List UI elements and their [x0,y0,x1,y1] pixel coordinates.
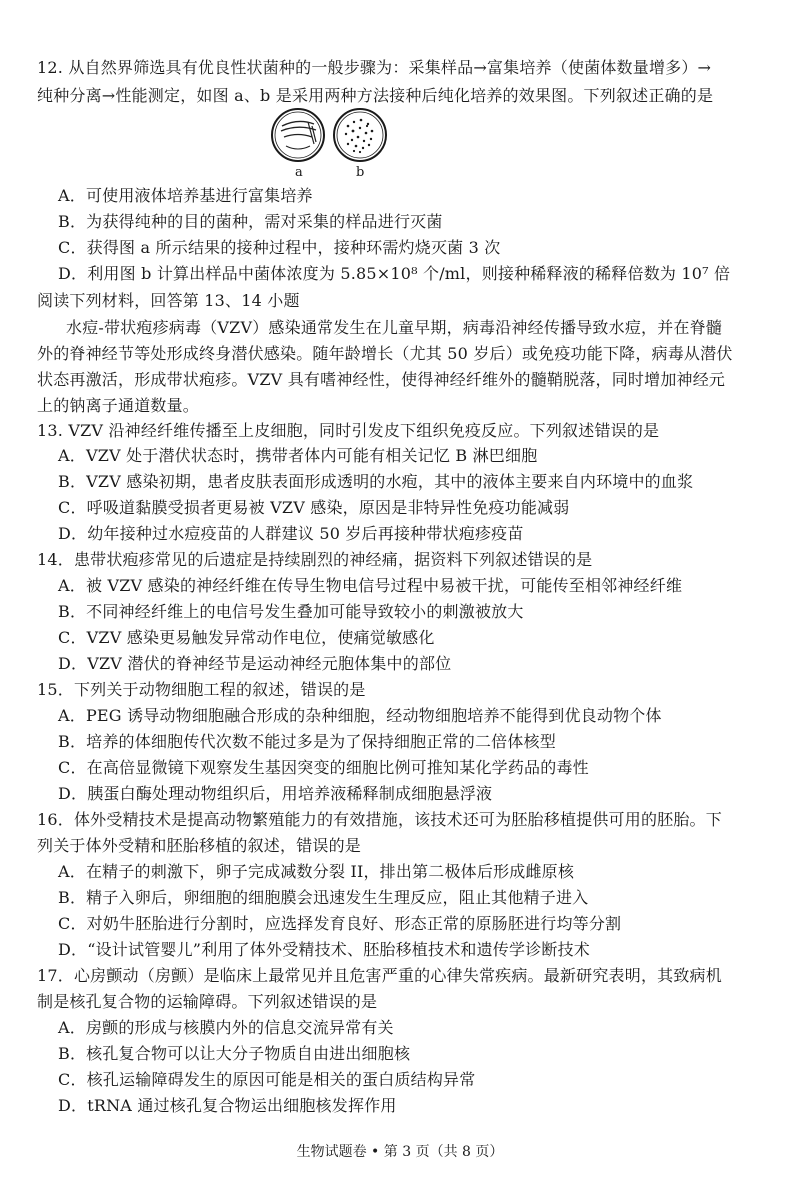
q15-stem: 15．下列关于动物细胞工程的叙述，错误的是 [37,680,366,699]
q16-option-b: B．精子入卵后，卵细胞的细胞膜会迅速发生生理反应，阻止其他精子进入 [58,888,589,907]
q15-option-d: D．胰蛋白酶处理动物组织后，用培养液稀释制成细胞悬浮液 [58,784,493,803]
q16-stem-line2: 列关于体外受精和胚胎移植的叙述，错误的是 [37,836,362,855]
petri-dish-a [272,109,324,161]
q12-option-b: B．为获得纯种的目的菌种，需对采集的样品进行灭菌 [58,212,443,231]
q15-option-b: B．培养的体细胞传代次数不能过多是为了保持细胞正常的二倍体核型 [58,732,556,751]
q15-option-c: C．在高倍显微镜下观察发生基因突变的细胞比例可推知某化学药品的毒性 [58,758,589,777]
q16-stem-line1: 16．体外受精技术是提高动物繁殖能力的有效措施，该技术还可为胚胎移植提供可用的胚胎。下 [37,810,722,829]
q12-option-c: C．获得图 a 所示结果的接种过程中，接种环需灼烧灭菌 3 次 [58,238,501,257]
q12-stem-line2: 纯种分离→性能测定，如图 a、b 是采用两种方法接种后纯化培养的效果图。下列叙述正确的是 [37,86,714,105]
q14-option-b: B．不同神经纤维上的电信号发生叠加可能导致较小的刺激被放大 [58,602,524,621]
figure-label-a: a [295,165,303,180]
q13-stem: 13. VZV 沿神经纤维传播至上皮细胞，同时引发皮下组织免疫反应。下列叙述错误的是 [37,421,660,440]
q17-option-d: D．tRNA 通过核孔复合物运出细胞核发挥作用 [58,1096,397,1115]
passage-intro: 阅读下列材料，回答第 13、14 小题 [37,291,300,310]
petri-dish-b [334,109,386,161]
q17-option-a: A．房颤的形成与核膜内外的信息交流异常有关 [58,1018,394,1037]
page-footer: 生物试题卷 • 第 3 页（共 8 页） [296,1144,504,1160]
q17-option-c: C．核孔运输障碍发生的原因可能是相关的蛋白质结构异常 [58,1070,476,1089]
q12-option-d: D．利用图 b 计算出样品中菌体浓度为 5.85×10⁸ 个/ml，则接种稀释液的稀释倍数为 10⁷ 倍 [58,264,731,283]
q14-option-c: C．VZV 感染更易触发异常动作电位，使痛觉敏感化 [58,628,435,647]
q16-option-d: D．“设计试管婴儿”利用了体外受精技术、胚胎移植技术和遗传学诊断技术 [58,940,590,959]
petri-dish-figure [268,104,388,184]
q16-option-a: A．在精子的刺激下，卵子完成减数分裂 II，排出第二极体后形成雌原核 [58,862,575,881]
figure-label-b: b [356,165,365,180]
q14-option-d: D．VZV 潜伏的脊神经节是运动神经元胞体集中的部位 [58,654,452,673]
q13-option-c: C．呼吸道黏膜受损者更易被 VZV 感染，原因是非特异性免疫功能减弱 [58,498,570,517]
q17-stem-line2: 制是核孔复合物的运输障碍。下列叙述错误的是 [37,992,378,1011]
q13-option-a: A．VZV 处于潜伏状态时，携带者体内可能有相关记忆 B 淋巴细胞 [58,446,538,465]
q17-stem-line1: 17．心房颤动（房颤）是临床上最常见并且危害严重的心律失常疾病。最新研究表明，其致病机 [37,966,722,985]
q15-option-a: A．PEG 诱导动物细胞融合形成的杂种细胞，经动物细胞培养不能得到优良动物个体 [58,706,662,725]
q12-option-a: A．可使用液体培养基进行富集培养 [58,186,313,205]
q12-stem-line1: 12. 从自然界筛选具有优良性状菌种的一般步骤为：采集样品→富集培养（使菌体数量增多）→ [37,58,712,77]
q14-stem: 14．患带状疱疹常见的后遗症是持续剧烈的神经痛，据资料下列叙述错误的是 [37,550,593,569]
passage-line4: 上的钠离子通道数量。 [37,396,200,415]
passage-line3: 状态再激活，形成带状疱疹。VZV 具有嗜神经性，使得神经纤维外的髓鞘脱落，同时增加神经元 [37,370,726,389]
q13-option-b: B．VZV 感染初期，患者皮肤表面形成透明的水疱，其中的液体主要来自内环境中的血浆 [58,472,694,491]
passage-line2: 外的脊神经节等处形成终身潜伏感染。随年龄增长（尤其 50 岁后）或免疫功能下降，病毒从潜伏 [37,344,733,363]
q17-option-b: B．核孔复合物可以让大分子物质自由进出细胞核 [58,1044,411,1063]
q16-option-c: C．对奶牛胚胎进行分割时，应选择发育良好、形态正常的原肠胚进行均等分割 [58,914,622,933]
q13-option-d: D．幼年接种过水痘疫苗的人群建议 50 岁后再接种带状疱疹疫苗 [58,524,524,543]
q14-option-a: A．被 VZV 感染的神经纤维在传导生物电信号过程中易被干扰，可能传至相邻神经纤维 [58,576,683,595]
passage-line1: 水痘-带状疱疹病毒（VZV）感染通常发生在儿童早期，病毒沿神经传播导致水痘，并在脊髓 [66,318,723,337]
q12-figure [268,104,388,184]
